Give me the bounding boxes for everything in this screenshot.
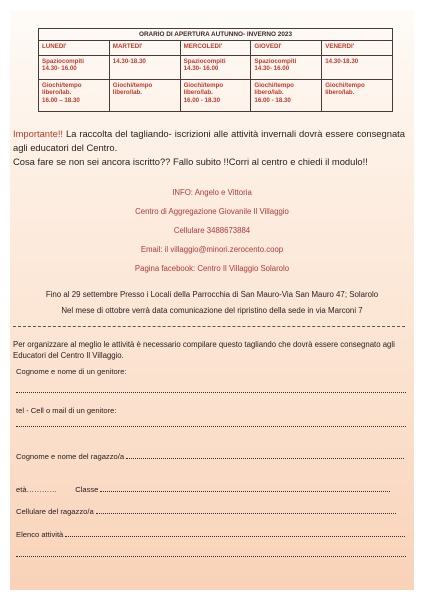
info-email: Email: il villaggio@minori.zerocento.coop	[140, 245, 284, 254]
schedule-cell: Giochi/tempo libero/lab. 16.00 - 18.30	[251, 80, 322, 112]
info-phone: Cellulare 3488673884	[173, 226, 251, 235]
schedule-cell: Spaziocompiti 14.30- 16.00	[251, 56, 322, 80]
info-contacts: INFO: Angelo e Vittoria	[172, 188, 252, 197]
activities-field[interactable]	[65, 536, 405, 537]
class-field[interactable]	[100, 491, 390, 492]
schedule-cell: 14.30-18.30	[109, 56, 180, 80]
schedule-cell: 14.30-18.30	[322, 56, 393, 80]
schedule-cell: Giochi/tempo libero/lab. 16.00 - 18.30	[180, 80, 251, 112]
age-label[interactable]: età…………	[16, 485, 57, 494]
schedule-cell: Spaziocompiti 14.30- 16.00	[39, 56, 110, 80]
venue-line-2: Nel mese di ottobre verrà data comunicazione del ripristino della sede in via Marconi 7	[61, 306, 363, 315]
day-header: GIOVEDI'	[251, 41, 322, 56]
day-header: VENERDI'	[322, 41, 393, 56]
schedule-cell: Giochi/tempo libero/lab.	[322, 80, 393, 112]
child-phone-label: Cellulare del ragazzo/a	[16, 507, 396, 516]
schedule-title: ORARIO DI APERTURA AUTUNNO- INVERNO 2023	[39, 29, 393, 41]
schedule-table	[38, 28, 393, 112]
schedule-cell: Giochi/tempo libero/lab.	[109, 80, 180, 112]
activities-label: Elenco attività	[16, 530, 405, 539]
schedule-cell: Giochi/tempo libero/lab. 16.00 – 18.30	[39, 80, 110, 112]
child-phone-field[interactable]	[96, 513, 396, 514]
age-class-row	[16, 485, 390, 494]
cut-line	[13, 326, 405, 327]
parent-contact-field[interactable]	[16, 426, 406, 427]
schedule-cell: Spaziocompiti 14.30- 16.00	[180, 56, 251, 80]
child-name-field[interactable]	[126, 458, 404, 459]
important-label: Importante!!	[13, 128, 64, 139]
day-header: MARTEDI'	[109, 41, 180, 56]
info-facebook: Pagina facebook: Centro Il Villaggio Solarolo	[134, 264, 290, 273]
notice-text: La raccolta del tagliando- iscrizioni alle attività invernali dovrà essere consegnata agli educatori del Centro.	[13, 128, 405, 153]
venue-line-1: Fino al 29 settembre Presso i Locali della Parrocchia di San Mauro-Via San Mauro 47; Solarolo	[45, 290, 379, 299]
child-name-label: Cognome e nome del ragazzo/a	[16, 452, 404, 461]
notice-call-to-action: Cosa fare se non sei ancora iscritto?? Fallo subito !!Corri al centro e chiedi il modulo!!	[13, 156, 368, 167]
parent-contact-label: tel - Cell o mail di un genitore:	[16, 406, 117, 415]
important-notice	[13, 127, 405, 169]
form-intro: Per organizzare al meglio le attività è necessario compilare questo tagliando che dovrà essere consegnato agli Educatori del Centro Il Villaggio.	[13, 340, 395, 360]
activities-field-line-2[interactable]	[16, 556, 406, 557]
parent-name-field[interactable]	[16, 392, 406, 393]
class-label: Classe	[75, 485, 99, 494]
parent-name-label: Cognome e nome di un genitore:	[16, 367, 127, 376]
day-header: LUNEDI'	[39, 41, 110, 56]
info-centre: Centro di Aggregazione Giovanile Il Villaggio	[135, 207, 289, 216]
day-header: MERCOLEDI'	[180, 41, 251, 56]
